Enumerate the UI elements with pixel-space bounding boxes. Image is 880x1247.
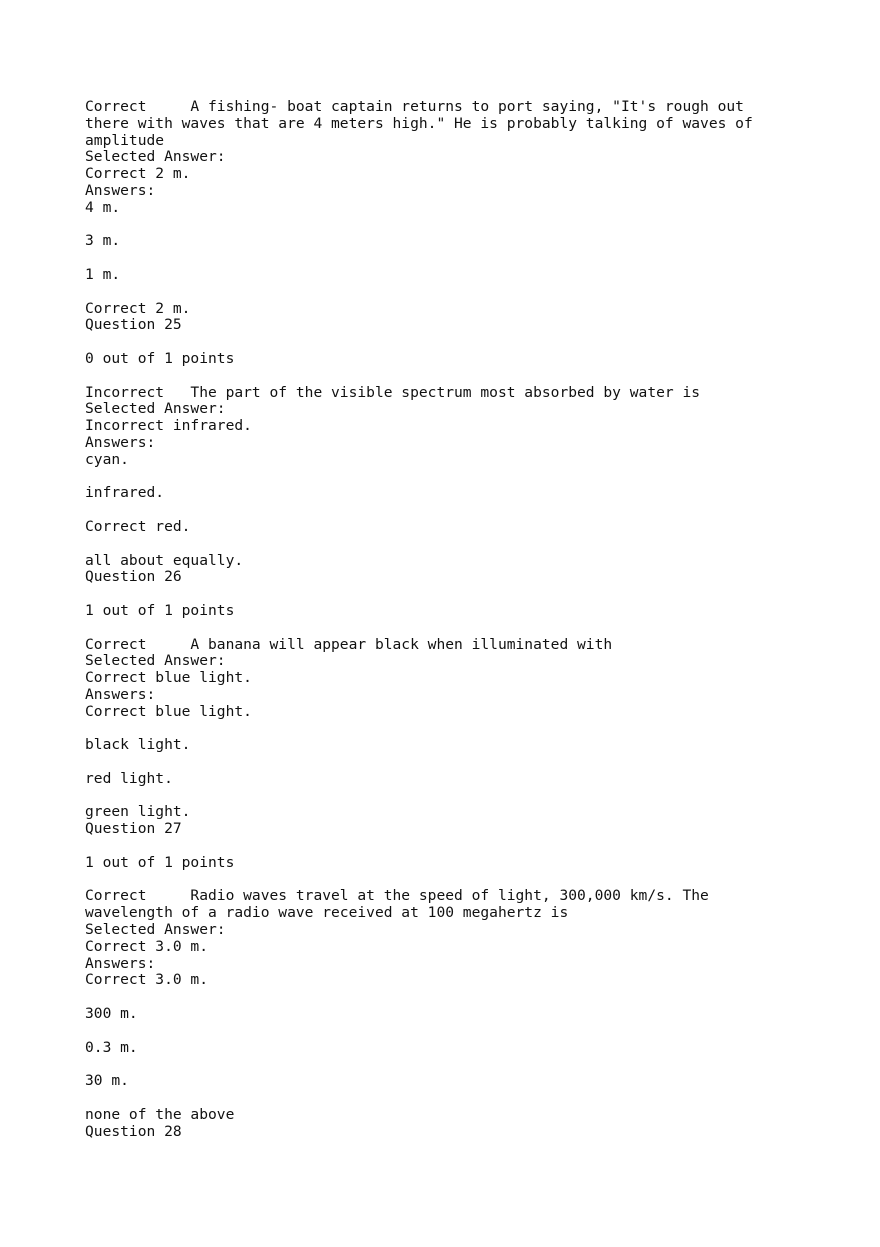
text-line: amplitude <box>85 131 165 149</box>
text-line: 3 m. <box>85 232 121 250</box>
text-line: infrared. <box>85 484 165 502</box>
text-line: Incorrect The part of the visible spectrum most absorbed by water is <box>85 383 701 401</box>
blank-line <box>85 469 785 486</box>
blank-line <box>85 586 785 603</box>
blank-line <box>85 788 785 805</box>
question-heading: Question 28 <box>85 1122 182 1140</box>
blank-line <box>85 334 785 351</box>
blank-line <box>85 284 785 301</box>
text-line: Answers: <box>85 181 156 199</box>
text-line: Selected Answer: <box>85 652 226 670</box>
text-line: Correct 3.0 m. <box>85 937 209 955</box>
blank-line <box>85 754 785 771</box>
text-line: green light. <box>85 803 191 821</box>
text-line: Correct red. <box>85 517 191 535</box>
points-line: 1 out of 1 points <box>85 853 235 871</box>
text-line: black light. <box>85 736 191 754</box>
blank-line <box>85 250 785 267</box>
blank-line <box>85 368 785 385</box>
blank-line <box>85 1023 785 1040</box>
text-line: Answers: <box>85 685 156 703</box>
points-line: 0 out of 1 points <box>85 349 235 367</box>
text-line: Correct 3.0 m. <box>85 971 209 989</box>
text-line: Answers: <box>85 954 156 972</box>
question-heading: Question 25 <box>85 316 182 334</box>
blank-line <box>85 1090 785 1107</box>
text-line: Answers: <box>85 433 156 451</box>
text-line: there with waves that are 4 meters high." He is probably talking of waves of <box>85 114 753 132</box>
blank-line <box>85 620 785 637</box>
blank-line <box>85 838 785 855</box>
blank-line <box>85 989 785 1006</box>
text-line: 30 m. <box>85 1072 129 1090</box>
text-line: Correct blue light. <box>85 669 252 687</box>
text-line: Correct 2 m. <box>85 299 191 317</box>
text-line: Incorrect infrared. <box>85 417 252 435</box>
blank-line <box>85 536 785 553</box>
question-heading: Question 27 <box>85 820 182 838</box>
document-page <box>85 99 785 1140</box>
blank-line <box>85 502 785 519</box>
text-line: Correct blue light. <box>85 702 252 720</box>
text-line: none of the above <box>85 1105 235 1123</box>
text-line: Correct Radio waves travel at the speed of light, 300,000 km/s. The <box>85 887 709 905</box>
text-line: Selected Answer: <box>85 400 226 418</box>
text-line: 0.3 m. <box>85 1038 138 1056</box>
blank-line <box>85 720 785 737</box>
text-line: Correct A banana will appear black when illuminated with <box>85 635 613 653</box>
text-line: red light. <box>85 769 173 787</box>
question-heading: Question 26 <box>85 568 182 586</box>
text-line: Selected Answer: <box>85 921 226 939</box>
blank-line <box>85 217 785 234</box>
blank-line <box>85 1056 785 1073</box>
points-line: 1 out of 1 points <box>85 601 235 619</box>
text-line: 1 m. <box>85 265 121 283</box>
blank-line <box>85 872 785 889</box>
text-line: all about equally. <box>85 551 244 569</box>
text-line: 4 m. <box>85 198 121 216</box>
text-line: Correct 2 m. <box>85 165 191 183</box>
text-line: Correct A fishing- boat captain returns to port saying, "It's rough out <box>85 98 744 115</box>
text-line: cyan. <box>85 450 129 468</box>
text-line: 300 m. <box>85 1005 138 1023</box>
text-line: wavelength of a radio wave received at 100 megahertz is <box>85 904 569 922</box>
text-line: Selected Answer: <box>85 148 226 166</box>
